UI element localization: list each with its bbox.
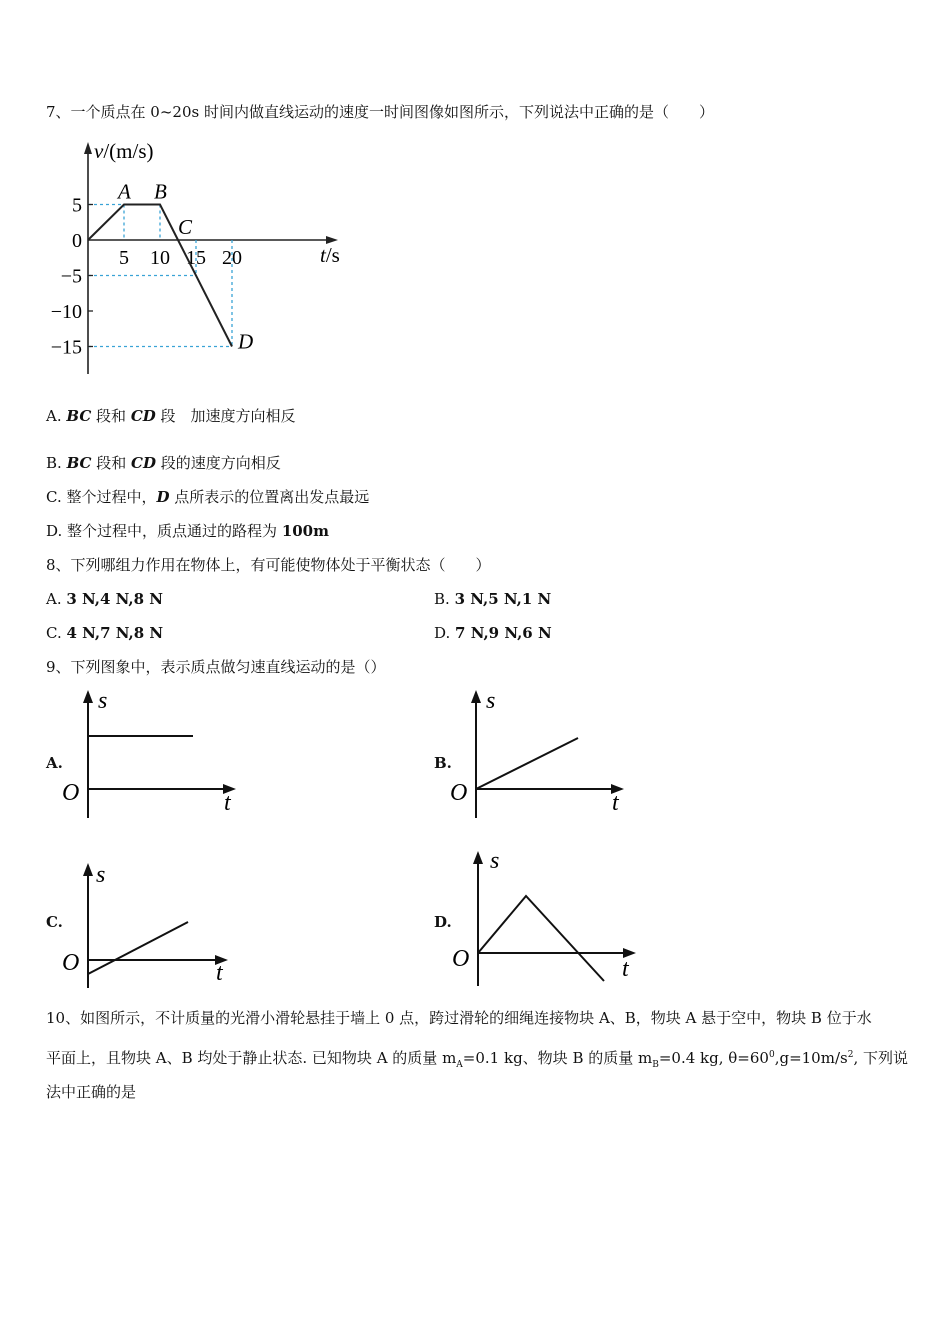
y-tick-label: −5 bbox=[60, 265, 82, 288]
graph-b-origin: O bbox=[450, 780, 468, 806]
graph-a-origin: O bbox=[62, 780, 80, 806]
q10-line-3: 法中正确的是 bbox=[46, 1083, 137, 1101]
y-tick-label: 0 bbox=[72, 230, 82, 252]
graph-d-line bbox=[478, 896, 604, 981]
y-tick-label: −15 bbox=[50, 336, 82, 359]
point-label-a: A bbox=[118, 179, 131, 204]
q10-line-2: 平面上，且物块 A、B 均处于静止状态. 已知物块 A 的质量 $m_A=0.1$ kg、物块 B 的质量 $m_B=0.4$ kg, $\theta=60^0,g=10m/s^2$, 下列说 bbox=[46, 1049, 908, 1070]
graph-c-origin: O bbox=[62, 950, 80, 976]
graph-a-y-label: s bbox=[98, 688, 108, 714]
q9-stem: 9、下列图象中，表示质点做匀速直线运动的是（） bbox=[46, 658, 386, 676]
point-label-b: B bbox=[154, 179, 167, 204]
graph-c-line bbox=[88, 922, 188, 974]
graph-d-origin: O bbox=[452, 946, 470, 972]
q8-option-d[interactable]: D. 7 N,9 N,6 N bbox=[434, 624, 552, 642]
q8-option-a[interactable]: A. 3 N,4 N,8 N bbox=[46, 590, 164, 608]
graph-c-x-label: t bbox=[216, 960, 223, 986]
q9-option-b-label[interactable]: B. bbox=[434, 754, 452, 772]
q9-graph-d[interactable] bbox=[448, 848, 658, 988]
graph-d-x-label: t bbox=[622, 956, 629, 982]
y-tick-label: −10 bbox=[50, 301, 82, 323]
q10-line-1: 10、如图所示，不计质量的光滑小滑轮悬挂于墙上 0 点，跨过滑轮的细绳连接物块 A、B，物块 A 悬于空中，物块 B 位于水 bbox=[46, 1009, 872, 1027]
x-tick-label: 20 bbox=[222, 247, 242, 269]
q7-option-b[interactable]: B. BC 段和 CD 段的速度方向相反 bbox=[46, 454, 281, 472]
graph-d-y-label: s bbox=[490, 848, 500, 874]
q7-stem: 7、一个质点在 0~20s 时间内做直线运动的速度一时间图像如图所示，下列说法中正确的是（ ） bbox=[46, 103, 714, 121]
q9-graph-a[interactable] bbox=[60, 688, 260, 823]
q8-option-b[interactable]: B. 3 N,5 N,1 N bbox=[434, 590, 552, 608]
x-tick-label: 5 bbox=[119, 247, 129, 269]
q9-option-c-label[interactable]: C. bbox=[46, 913, 63, 931]
vt-chart bbox=[40, 138, 350, 378]
x-tick-label: 10 bbox=[150, 247, 170, 269]
x-tick-label: 15 bbox=[186, 247, 206, 269]
graph-b-x-label: t bbox=[612, 790, 619, 816]
graph-b-y-label: s bbox=[486, 688, 496, 714]
q7-option-d[interactable]: D. 整个过程中，质点通过的路程为 100m bbox=[46, 522, 329, 540]
q7-option-a[interactable]: A. BC 段和 CD 段 加速度方向相反 bbox=[46, 407, 296, 425]
q9-graph-c[interactable] bbox=[60, 858, 260, 993]
q8-stem: 8、下列哪组力作用在物体上，有可能使物体处于平衡状态（ ） bbox=[46, 556, 491, 574]
point-label-d: D bbox=[238, 329, 254, 354]
point-label-c: C bbox=[178, 215, 193, 239]
q9-option-a-label[interactable]: A. bbox=[46, 754, 63, 772]
q8-option-c[interactable]: C. 4 N,7 N,8 N bbox=[46, 624, 164, 642]
graph-b-line bbox=[476, 738, 578, 789]
y-axis-label: v/(m/s) bbox=[94, 139, 154, 163]
x-axis-label: t/s bbox=[320, 243, 340, 267]
graph-a-x-label: t bbox=[224, 790, 231, 816]
y-axis-arrow bbox=[84, 142, 92, 154]
graph-c-y-label: s bbox=[96, 862, 106, 888]
q7-option-c[interactable]: C. 整个过程中，D 点所表示的位置离出发点最远 bbox=[46, 488, 370, 506]
q9-option-d-label[interactable]: D. bbox=[434, 913, 452, 931]
q9-graph-b[interactable] bbox=[448, 688, 648, 823]
y-tick-label: 5 bbox=[72, 194, 82, 217]
